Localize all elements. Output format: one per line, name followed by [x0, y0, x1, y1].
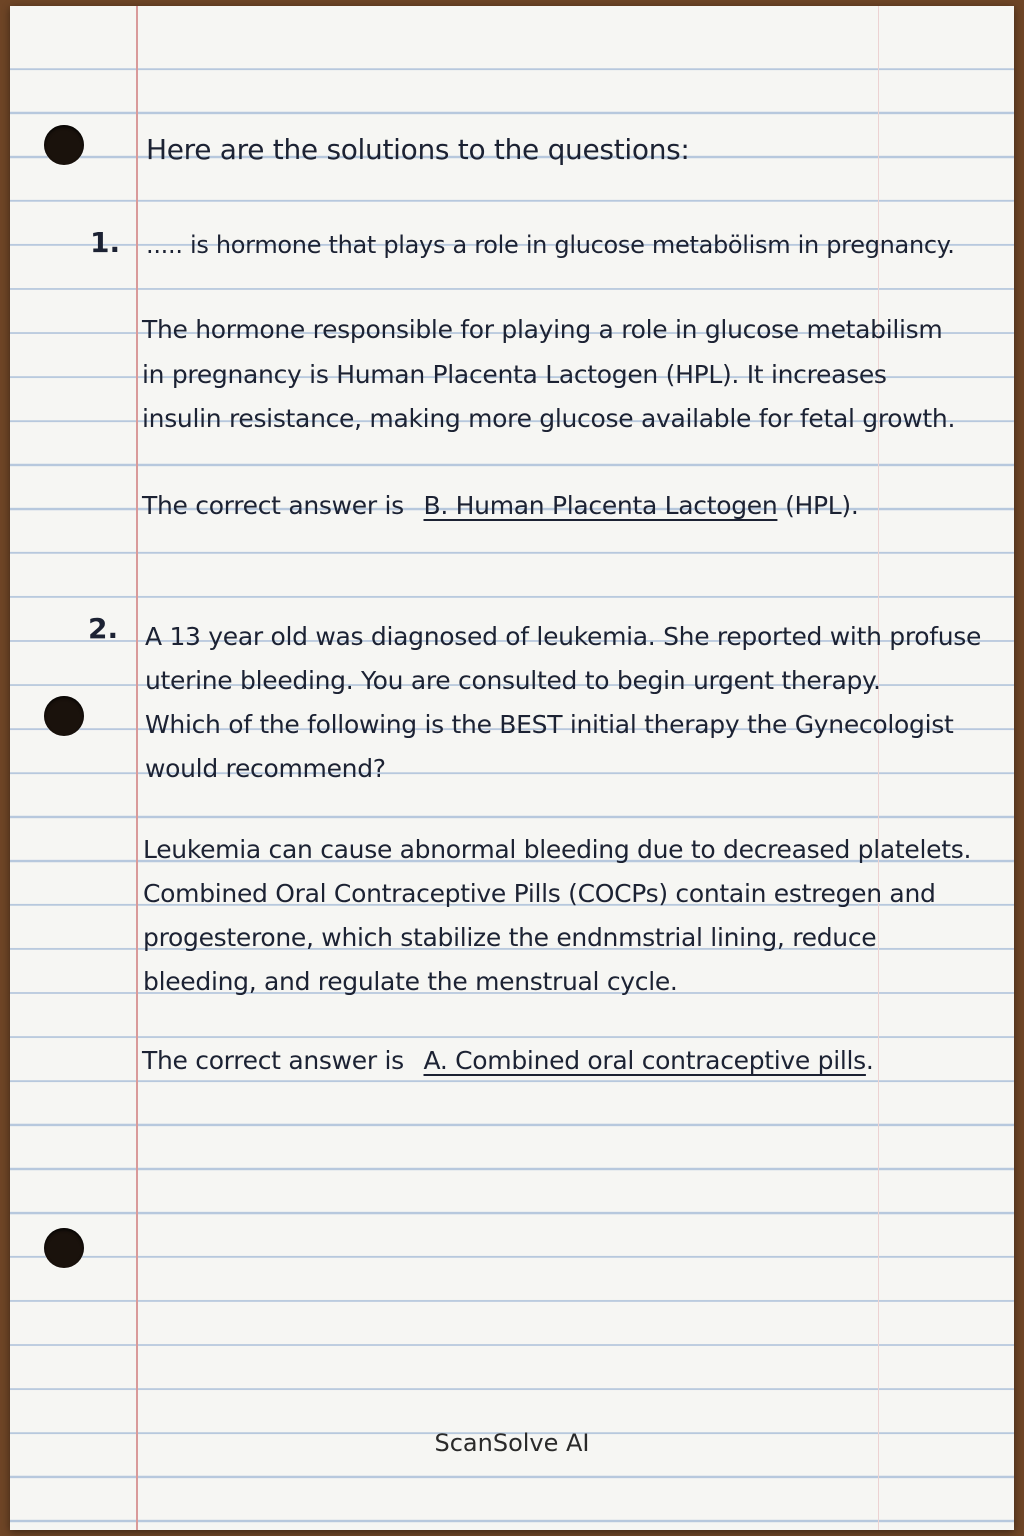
question-2-explanation-line-1: Leukemia can cause abnormal bleeding due to decreased platelets.	[143, 835, 972, 864]
punch-hole-bottom	[44, 1228, 84, 1268]
notebook-paper	[10, 6, 1014, 1530]
footer-brand: ScanSolve AI	[434, 1429, 590, 1457]
question-1-answer-suffix: (HPL).	[785, 491, 859, 520]
question-2-answer	[142, 1039, 874, 1082]
question-2-explanation-line-4: bleeding, and regulate the menstrual cycle.	[143, 967, 678, 996]
question-2-answer-value: A. Combined oral contraceptive pills	[423, 1046, 866, 1075]
question-2-prompt-line-2: uterine bleeding. You are consulted to begin urgent therapy.	[145, 666, 881, 695]
question-2-prompt-line-1: A 13 year old was diagnosed of leukemia. She reported with profuse	[145, 622, 982, 651]
margin-line	[136, 6, 138, 1530]
question-1-explanation-line-3: insulin resistance, making more glucose available for fetal growth.	[142, 404, 956, 433]
question-1-prompt: ..... is hormone that plays a role in glucose metabölism in pregnancy.	[146, 231, 955, 259]
question-1-explanation-line-2: in pregnancy is Human Placenta Lactogen (HPL). It increases	[142, 360, 887, 389]
page-heading: Here are the solutions to the questions:	[146, 133, 690, 166]
question-1-explanation-line-1: The hormone responsible for playing a role in glucose metabilism	[142, 315, 943, 344]
question-1-answer	[142, 484, 859, 527]
question-2-number: 2.	[88, 612, 119, 645]
question-2-prompt-line-4: would recommend?	[145, 754, 386, 783]
question-2-explanation-line-2: Combined Oral Contraceptive Pills (COCPs) contain estregen and	[143, 879, 936, 908]
question-1-answer-prefix: The correct answer is	[142, 491, 404, 520]
question-2-answer-suffix: .	[865, 1046, 874, 1075]
question-1-answer-value: B. Human Placenta Lactogen	[423, 491, 778, 520]
question-1-number: 1.	[90, 226, 121, 259]
punch-hole-middle	[44, 696, 84, 736]
question-2-prompt-line-3: Which of the following is the BEST initial therapy the Gynecologist	[145, 710, 954, 739]
question-2-explanation-line-3: progesterone, which stabilize the endnmstrial lining, reduce	[143, 923, 877, 952]
question-2-answer-prefix: The correct answer is	[142, 1046, 404, 1075]
punch-hole-top	[44, 125, 84, 165]
